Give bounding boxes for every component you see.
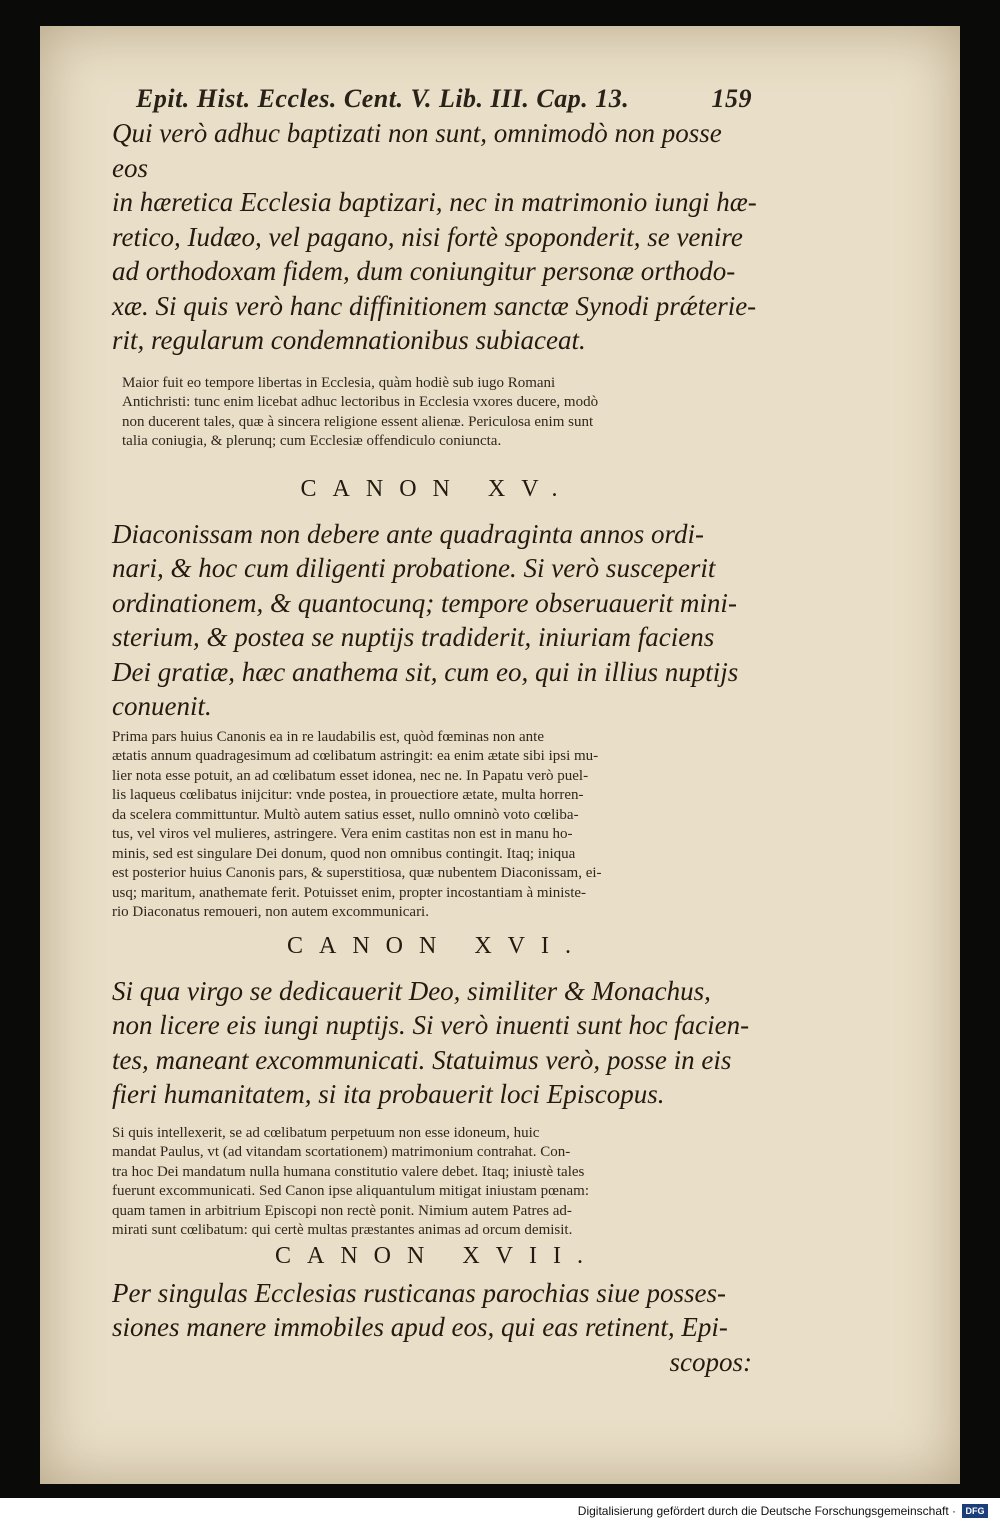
canon-17-text: Per singulas Ecclesias rusticanas parochias siue posses- siones manere immobiles apud eos, qui eas retinent, Epi-	[112, 1277, 728, 1342]
dfg-logo: DFG	[962, 1504, 988, 1518]
page-number: 159	[711, 84, 752, 113]
footer-credit: Digitalisierung gefördert durch die Deutsche Forschungsgemeinschaft ·	[577, 1504, 956, 1518]
running-head-title: Epit. Hist. Eccles. Cent. V. Lib. III. Cap. 13.	[136, 84, 630, 113]
canon-17-heading: CANON XVII.	[275, 1242, 599, 1269]
canon-16-heading: CANON XVI.	[287, 932, 587, 959]
canon-16-commentary: Si quis intellexerit, se ad cœlibatum perpetuum non esse idoneum, huic mandat Paulus, vt (ad vitandam scortationem) matrimonium contrahat. Con- tra hoc Dei mandatum nulla humana constitutio valere debet. Itaq; iniustè tales fuerunt excommunicati. Sed Canon ipse aliquantulum mitigat iniustam pœnam: quam tamen in arbitrium Episcopi non rectè ponit. Nimium autem Patres ad- mirati sunt cœlibatum: qui certè multas præstantes animas ad orcum demisit.	[112, 1124, 589, 1238]
canon-15-heading: CANON XV.	[300, 475, 574, 502]
canon-14-commentary: Maior fuit eo tempore libertas in Ecclesia, quàm hodiè sub iugo Romani Antichristi: tunc enim licebat adhuc lectoribus in Ecclesia vxores ducere, modò non ducerent tales, quæ à sincera religione essent alienæ. Periculosa enim sunt talia coniugia, & plerunq; cum Ecclesiæ offendiculo coniuncta.	[122, 374, 599, 449]
canon-14-text: Qui verò adhuc baptizati non sunt, omnimodò non posse eos in hæretica Ecclesia baptizari, nec in matrimonio iungi hæ- retico, Iudæo, vel pagano, nisi fortè spoponderit, se venire ad orthodoxam fidem, dum coniungitur personæ orthodo- xæ. Si quis verò hanc diffinitionem sanctæ Synodi prǽterie- rit, regularum condemnationibus subiaceat.	[112, 118, 757, 355]
canon-16-text: Si qua virgo se dedicauerit Deo, similiter & Monachus, non licere eis iungi nuptijs. Si verò inuenti sunt hoc facien- tes, maneant excommunicati. Statuimus verò, posse in eis fieri humanitatem, si ita probauerit loci Episcopus.	[112, 975, 750, 1109]
book-page	[40, 26, 960, 1484]
canon-15-commentary: Prima pars huius Canonis ea in re laudabilis est, quòd fœminas non ante ætatis annum quadragesimum ad cœlibatum astringit: ea enim ætate sibi ipsi mu- lier nota esse potuit, an ad cœlibatum esset idonea, nec ne. In Papatu verò puel- lis laqueus cœlibatus inijcitur: vnde postea, in prouectiore ætate, multa horren- da scelera committuntur. Multò autem satius esset, nullo omninò voto cœliba- tus, vel viros vel mulieres, astringere. Vera enim castitas non est in manu ho- minis, sed est singulare Dei donum, quod non omnibus contingit. Itaq; iniqua est posterior huius Canonis pars, & superstitiosa, quæ nubentem Diaconissam, ei- usq; maritum, anathemate ferit. Potuisset enim, propter incostantiam à ministe- rio Diaconatus remoueri, non autem excommunicari.	[112, 728, 602, 920]
digitization-footer	[0, 1498, 1000, 1524]
page-content	[112, 84, 762, 1379]
catchword: scopos:	[669, 1346, 752, 1377]
canon-15-text: Diaconissam non debere ante quadraginta annos ordi- nari, & hoc cum diligenti probatione. Si verò susceperit ordinationem, & quantocunq; tempore obseruauerit mini- sterium, & postea se nuptijs tradiderit, iniuriam faciens Dei gratiæ, hæc anathema sit, cum eo, qui in illius nuptijs conuenit.	[112, 518, 739, 721]
running-head	[112, 84, 752, 114]
